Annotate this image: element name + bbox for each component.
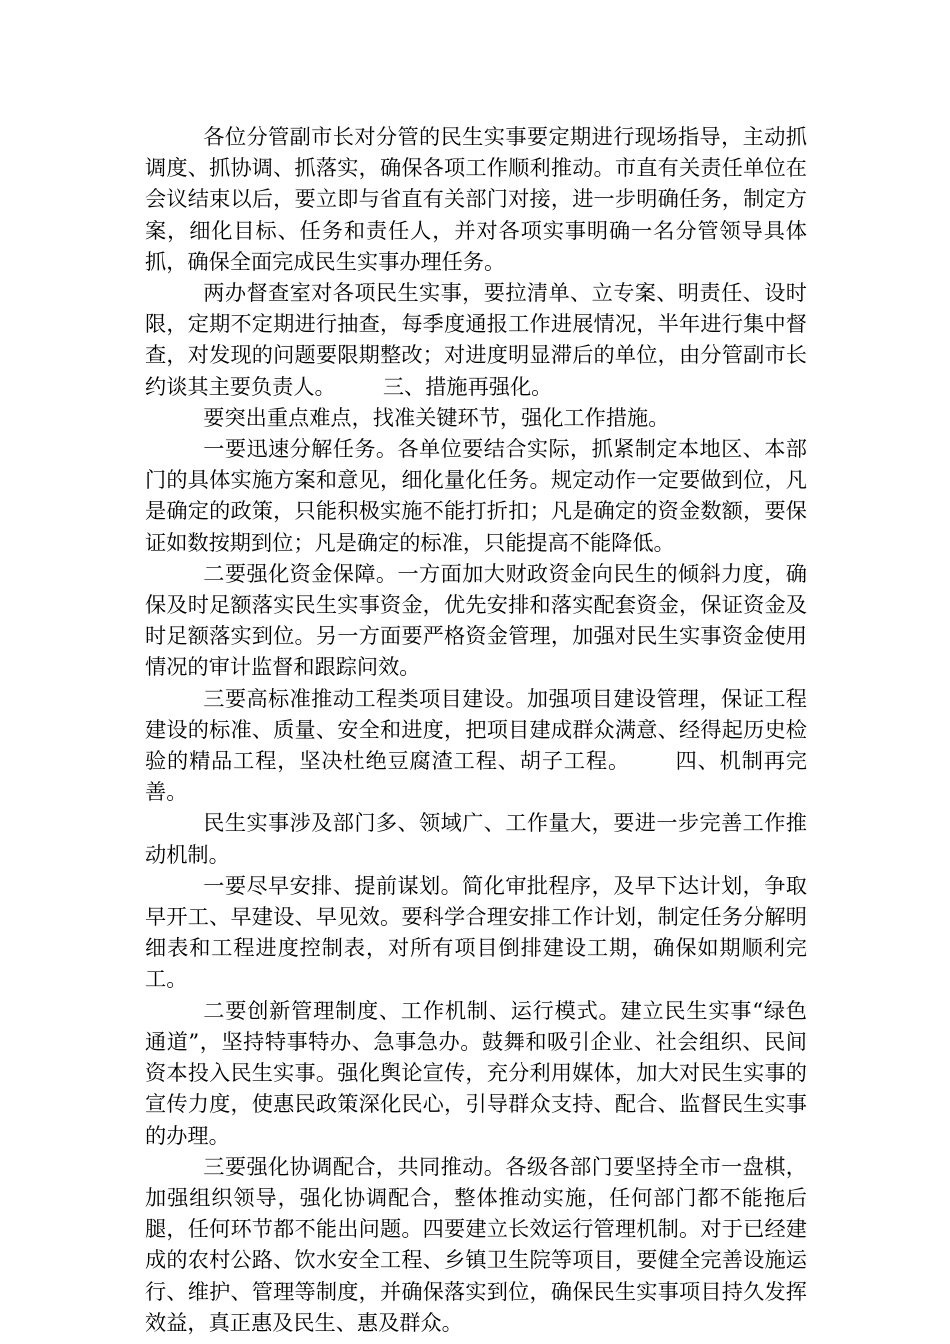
document-body	[145, 121, 807, 1338]
paragraph-1: 各位分管副市长对分管的民生实事要定期进行现场指导，主动抓调度、抓协调、抓落实，确保各项工作顺利推动。市直有关责任单位在会议结束以后，要立即与省直有关部门对接，进一步明确任务，制定方案，细化目标、任务和责任人，并对各项实事明确一名分管领导具体抓，确保全面完成民生实事办理任务。	[145, 124, 807, 274]
paragraph-3: 要突出重点难点，找准关键环节，强化工作措施。	[203, 404, 670, 430]
paragraph-2: 两办督查室对各项民生实事，要拉清单、立专案、明责任、设时限，定期不定期进行抽查，每季度通报工作进展情况，半年进行集中督查，对发现的问题要限期整改；对进度明显滞后的单位，由分管副市长约谈其主要负责人。 三、措施再强化。	[145, 280, 807, 399]
paragraph-5: 二要强化资金保障。一方面加大财政资金向民生的倾斜力度，确保及时足额落实民生实事资金，优先安排和落实配套资金，保证资金及时足额落实到位。另一方面要严格资金管理，加强对民生实事资金使用情况的审计监督和跟踪问效。	[145, 560, 807, 680]
paragraph-7: 民生实事涉及部门多、领域广、工作量大，要进一步完善工作推动机制。	[145, 810, 807, 867]
paragraph-4: 一要迅速分解任务。各单位要结合实际，抓紧制定本地区、本部门的具体实施方案和意见，细化量化任务。规定动作一定要做到位，凡是确定的政策，只能积极实施不能打折扣；凡是确定的资金数额，要保证如数按期到位；凡是确定的标准，只能提高不能降低。	[145, 436, 807, 555]
paragraph-8: 一要尽早安排、提前谋划。简化审批程序，及早下达计划，争取早开工、早建设、早见效。要科学合理安排工作计划，制定任务分解明细表和工程进度控制表，对所有项目倒排建设工期，确保如期顺利完工。	[145, 872, 807, 992]
paragraph-6: 三要高标准推动工程类项目建设。加强项目建设管理，保证工程建设的标准、质量、安全和进度，把项目建成群众满意、经得起历史检验的精品工程，坚决杜绝豆腐渣工程、胡子工程。 四、机制再完善。	[145, 685, 807, 805]
paragraph-10: 三要强化协调配合，共同推动。各级各部门要坚持全市一盘棋，加强组织领导，强化协调配合，整体推动实施，任何部门都不能拖后腿，任何环节都不能出问题。四要建立长效运行管理机制。对于已经建成的农村公路、饮水安全工程、乡镇卫生院等项目，要健全完善设施运行、维护、管理等制度，并确保落实到位，确保民生实事项目持久发挥效益，真正惠及民生、惠及群众。	[145, 1153, 807, 1335]
paragraph-9: 二要创新管理制度、工作机制、运行模式。建立民生实事“绿色通道”，坚持特事特办、急事急办。鼓舞和吸引企业、社会组织、民间资本投入民生实事。强化舆论宣传，充分利用媒体，加大对民生实事的宣传力度，使惠民政策深化民心，引导群众支持、配合、监督民生实事的办理。	[145, 997, 807, 1148]
